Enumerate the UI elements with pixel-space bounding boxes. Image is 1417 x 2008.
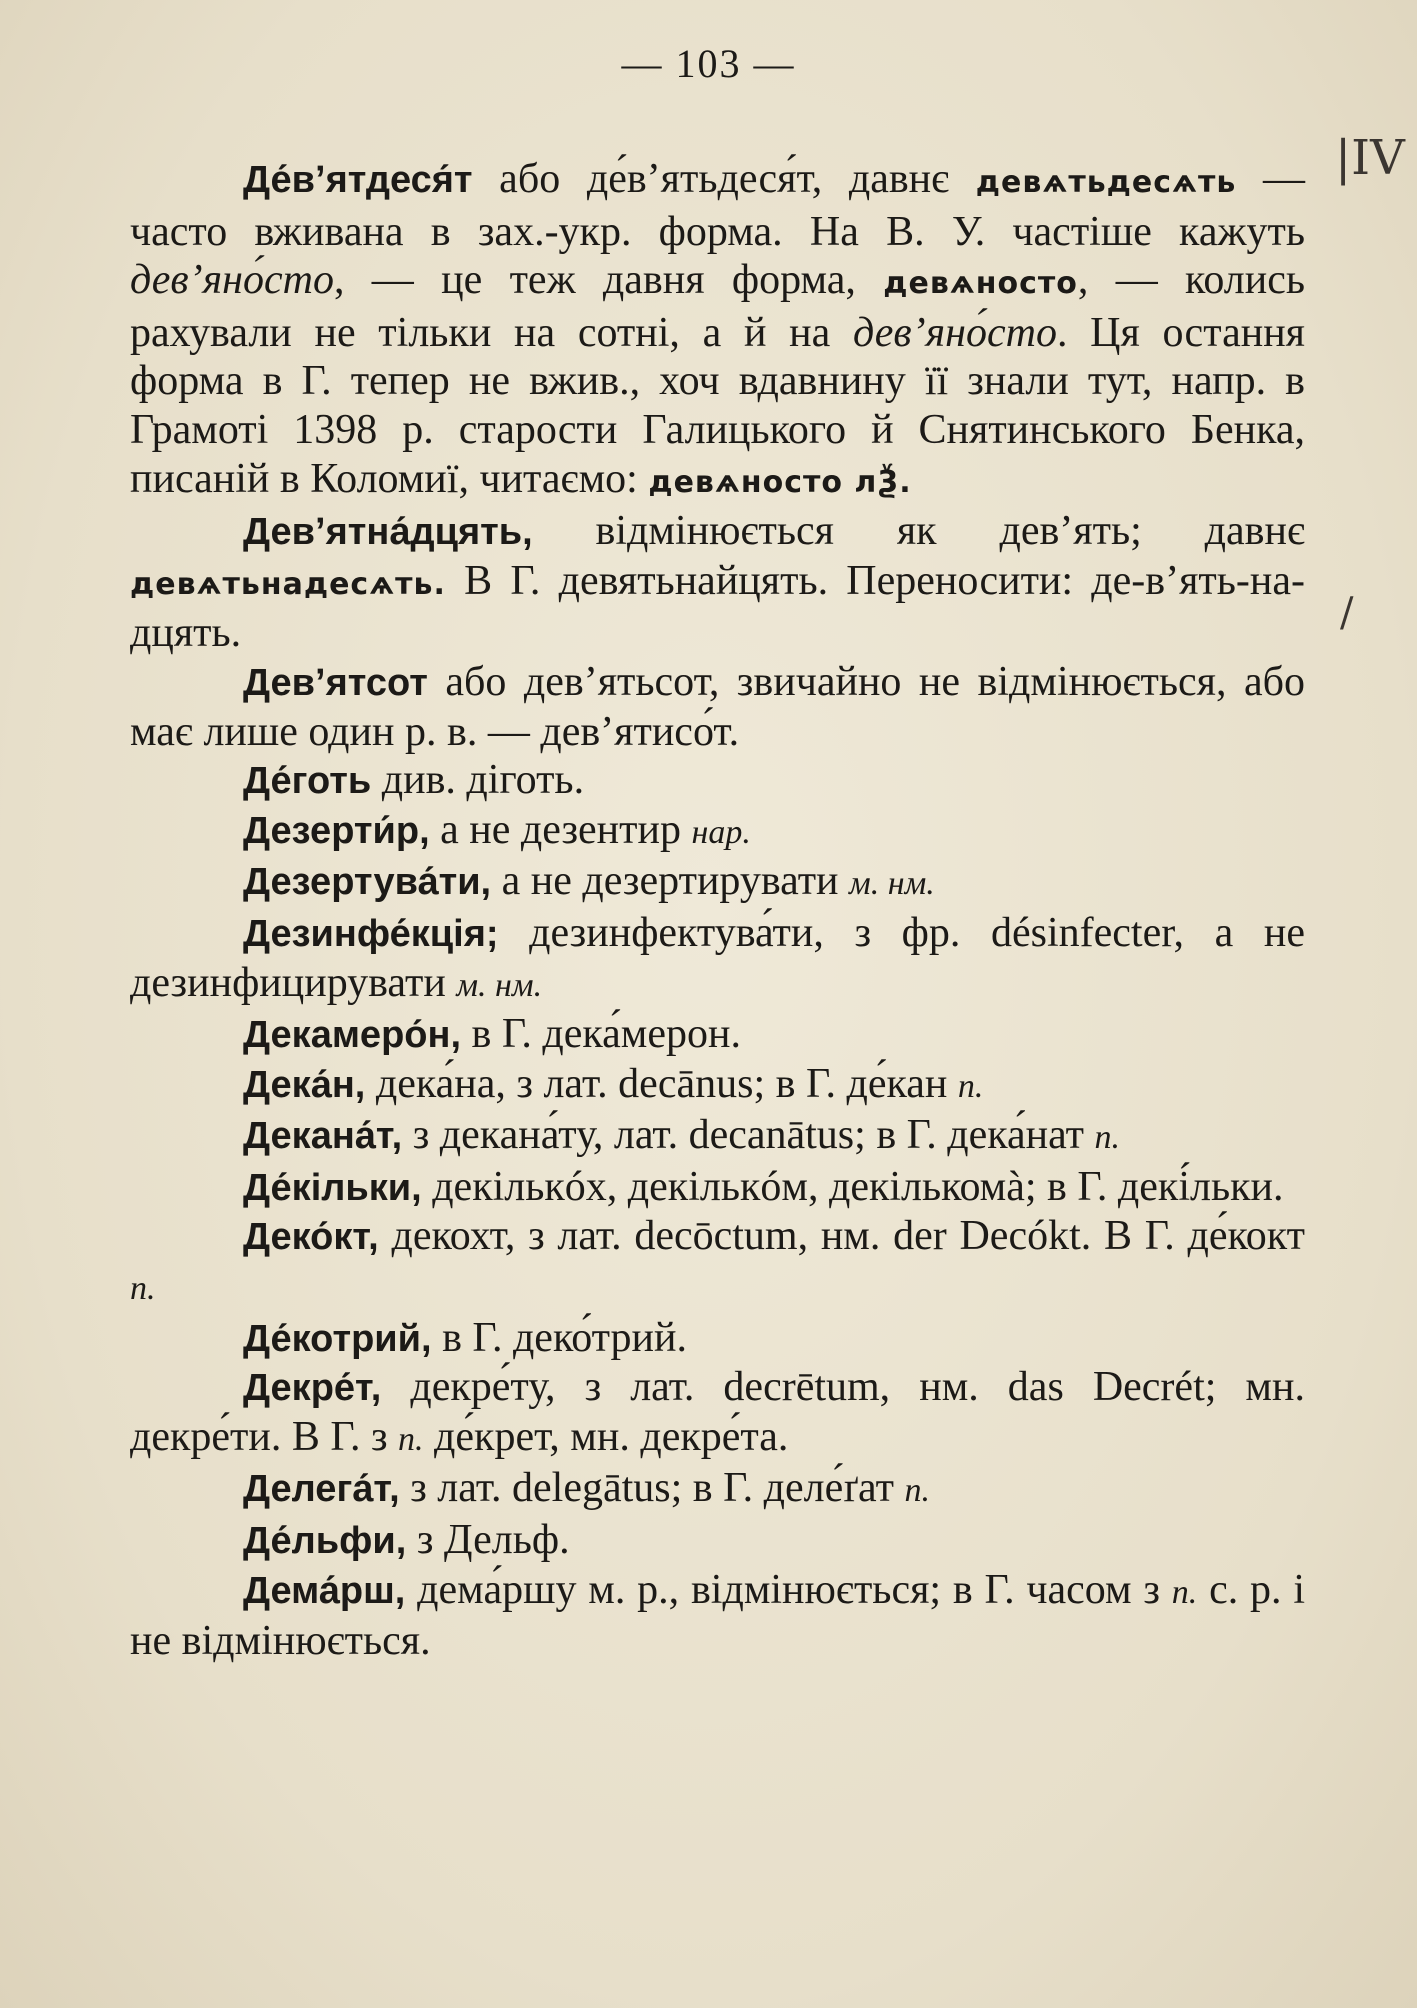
- dictionary-entry: [130, 1314, 1305, 1364]
- italic-form: дев’яно́сто: [130, 257, 334, 304]
- dictionary-entry: [130, 909, 1305, 1010]
- dictionary-entry: [130, 857, 1305, 909]
- abbreviation: м. нм.: [849, 865, 935, 903]
- abbreviation: п.: [904, 1472, 930, 1510]
- entry-text: а не дезертирувати: [491, 858, 850, 905]
- entry-text: декохт, з лат. decōctum, нм. der Decókt. В Г. де́кокт: [378, 1213, 1305, 1260]
- dictionary-entry: [130, 1010, 1305, 1060]
- entry-text: з лат. delegātus; в Г. деле́ґат: [399, 1465, 905, 1512]
- entry-text: див. діготь.: [371, 757, 585, 804]
- headword: Де́льфи,: [243, 1520, 407, 1563]
- margin-mark: /: [1340, 590, 1354, 636]
- dictionary-entry: [130, 756, 1305, 806]
- entry-text: з декана́ту, лат. decanātus; в Г. дека́нат: [402, 1112, 1095, 1159]
- margin-mark: |IV: [1335, 130, 1405, 186]
- dictionary-entry: [130, 1163, 1305, 1213]
- dictionary-entry: [130, 1516, 1305, 1566]
- abbreviation: нар.: [691, 813, 751, 851]
- dictionary-entry: [130, 507, 1305, 658]
- dictionary-entry: [130, 155, 1305, 507]
- entry-text: в Г. дека́мерон.: [461, 1011, 741, 1058]
- old-form: девѧносто лѮ.: [648, 464, 912, 500]
- headword: Декамеро́н,: [243, 1014, 461, 1057]
- abbreviation: п.: [957, 1067, 984, 1105]
- dictionary-entry: [130, 1060, 1305, 1112]
- headword: Декана́т,: [243, 1115, 403, 1158]
- entry-text: . Ця остання форма в Г. тепер не вжив., хоч вдавнину її знали тут, напр. в Грамоті 1398 р. старости Галицького й Снятинського Бенка, писаній в Коломиї, читаємо:: [130, 309, 1305, 502]
- old-form: девѧносто: [883, 266, 1078, 302]
- entry-text: в Г. деко́трий.: [431, 1314, 687, 1361]
- dictionary-entry: [130, 1212, 1305, 1313]
- headword: Де́кільки,: [243, 1166, 422, 1209]
- abbreviation: п.: [130, 1270, 156, 1308]
- headword: Дев’ятна́дцять,: [243, 511, 533, 554]
- entry-text: дезинфектува́ти, з фр. désinfecter, а не дезинфицирувати: [130, 909, 1305, 1006]
- entry-text: декре́ту, з лат. decrētum, нм. das Decrét; мн. декре́ти. В Г. з: [130, 1364, 1305, 1460]
- headword: Деко́кт,: [243, 1216, 379, 1259]
- entry-text: В Г. девятьнайцять. Переносити: де-в’ять-на-дцять.: [130, 557, 1305, 657]
- entry-text: з Дельф.: [406, 1517, 570, 1564]
- entry-text: або дев’ятьсот, звичайно не відмінюється, або має лише один р. в. — дев’ятисо́т.: [130, 658, 1305, 755]
- dictionary-entry: [130, 1111, 1305, 1163]
- headword: Де́в’ятдеся́т: [243, 159, 473, 201]
- entry-text: або де́в’ятьдеся́т, давнє: [472, 156, 976, 202]
- entry-text: , — це теж давня форма,: [333, 257, 884, 304]
- abbreviation: м. нм.: [456, 966, 543, 1004]
- entry-text: дема́ршу м. р., відмінюється; в Г. часом з: [405, 1566, 1172, 1613]
- entry-text: — часто вживана в зах.-укр. форма. На В. У. частіше кажуть: [130, 156, 1305, 255]
- entry-text: с. р. і не відмінюється.: [130, 1566, 1305, 1665]
- headword: Дека́н,: [243, 1063, 366, 1106]
- headword: Де́котрий,: [243, 1317, 432, 1360]
- headword: Дезинфе́кція;: [243, 912, 499, 955]
- headword: Де́готь: [243, 760, 372, 803]
- page-number: — 103 —: [621, 41, 796, 86]
- headword: Дезертува́ти,: [243, 861, 492, 904]
- dictionary-entries: [130, 155, 1305, 1666]
- entry-text: відмінюється як дев’ять; давнє: [532, 508, 1305, 555]
- old-form: девѧтьдесѧть: [975, 165, 1237, 200]
- headword: Дезерти́р,: [243, 809, 430, 852]
- dictionary-entry: [130, 806, 1305, 858]
- headword: Декре́т,: [243, 1367, 382, 1410]
- old-form: девѧтьнадесѧть.: [130, 566, 446, 602]
- entry-text: дека́на, з лат. decānus; в Г. де́кан: [365, 1060, 958, 1107]
- italic-form: дев’яно́сто: [853, 309, 1057, 356]
- entry-text: а не дезентир: [429, 806, 692, 853]
- headword: Дев’ятсот: [243, 661, 428, 704]
- dictionary-entry: [130, 1464, 1305, 1516]
- abbreviation: п.: [1171, 1573, 1198, 1611]
- dictionary-entry: [130, 658, 1305, 756]
- headword: Дема́рш,: [243, 1569, 406, 1612]
- entry-text: , — колись рахували не тільки на сотні, а й на: [130, 257, 1306, 356]
- abbreviation: п.: [398, 1420, 424, 1458]
- headword: Делега́т,: [243, 1468, 400, 1511]
- entry-text: декількóх, декількóм, декількомà; в Г. декі́льки.: [421, 1163, 1284, 1210]
- dictionary-entry: [130, 1363, 1305, 1464]
- abbreviation: п.: [1094, 1119, 1121, 1157]
- entry-text: де́крет, мн. декре́та.: [423, 1413, 789, 1460]
- dictionary-entry: [130, 1566, 1305, 1666]
